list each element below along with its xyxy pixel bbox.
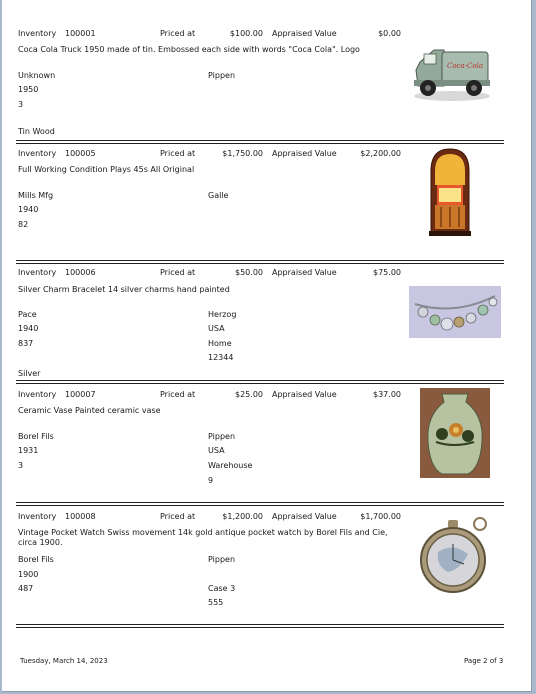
year: 1931 (18, 446, 39, 455)
item-count: 3 (18, 100, 24, 109)
country: USA (208, 324, 225, 333)
inventory-label: Inventory (18, 29, 57, 38)
appraised-label: Appraised Value (272, 390, 337, 399)
inventory-number: 100007 (65, 390, 96, 399)
location: Home (208, 339, 232, 348)
appraised-value: $0.00 (378, 29, 401, 38)
maker: Borel Fils (18, 555, 54, 564)
country: USA (208, 446, 225, 455)
coca-cola-truck-photo (410, 40, 492, 102)
jukebox-photo (427, 145, 473, 237)
appraised-label: Appraised Value (272, 512, 337, 521)
appraised-label: Appraised Value (272, 149, 337, 158)
appraised-label: Appraised Value (272, 268, 337, 277)
appraised-label: Appraised Value (272, 29, 337, 38)
item-count: 82 (18, 220, 29, 229)
item-count: 3 (18, 461, 24, 470)
record-divider (16, 624, 504, 628)
appraised-value: $1,700.00 (360, 512, 401, 521)
material: Silver (18, 369, 41, 378)
inventory-number: 100006 (65, 268, 96, 277)
record-divider (16, 140, 504, 144)
item-description: Silver Charm Bracelet 14 silver charms hand painted (18, 285, 230, 294)
year: 1900 (18, 570, 39, 579)
price-value: $1,200.00 (222, 512, 263, 521)
owner: Galle (208, 191, 229, 200)
item-description: Coca Cola Truck 1950 made of tin. Embossed each side with words "Coca Cola". Logo (18, 45, 360, 54)
inventory-number: 100005 (65, 149, 96, 158)
owner: Herzog (208, 310, 237, 319)
item-count: 837 (18, 339, 34, 348)
price-value: $1,750.00 (222, 149, 263, 158)
year: 1950 (18, 85, 39, 94)
pocket-watch-photo (408, 514, 498, 594)
owner: Pippen (208, 555, 236, 564)
report-date: Tuesday, March 14, 2023 (20, 657, 108, 665)
inventory-label: Inventory (18, 268, 57, 277)
ceramic-vase-photo (420, 388, 490, 478)
year: 1940 (18, 324, 39, 333)
inventory-number: 100008 (65, 512, 96, 521)
maker: Mills Mfg (18, 191, 54, 200)
location-code: 555 (208, 598, 224, 607)
maker: Borel Fils (18, 432, 54, 441)
priced-label: Priced at (160, 268, 196, 277)
year: 1940 (18, 205, 39, 214)
inventory-label: Inventory (18, 390, 57, 399)
svg-text:Coca-Cola: Coca-Cola (446, 62, 484, 70)
item-description: Vintage Pocket Watch Swiss movement 14k gold antique pocket watch by Borel Fils and Cie, circa 1900. (18, 528, 388, 547)
priced-label: Priced at (160, 390, 196, 399)
owner: Pippen (208, 432, 236, 441)
record-divider (16, 260, 504, 264)
priced-label: Priced at (160, 29, 196, 38)
inventory-label: Inventory (18, 149, 57, 158)
appraised-value: $75.00 (373, 268, 401, 277)
inventory-number: 100001 (65, 29, 96, 38)
priced-label: Priced at (160, 149, 196, 158)
item-description: Full Working Condition Plays 45s All Original (18, 165, 195, 174)
item-count: 487 (18, 584, 34, 593)
maker: Unknown (18, 71, 56, 80)
location-code: 12344 (208, 353, 234, 362)
material: Tin Wood (18, 127, 55, 136)
page-number: Page 2 of 3 (464, 657, 504, 665)
maker: Pace (18, 310, 37, 319)
location: Case 3 (208, 584, 236, 593)
owner: Pippen (208, 71, 236, 80)
price-value: $50.00 (235, 268, 263, 277)
appraised-value: $2,200.00 (360, 149, 401, 158)
record-divider (16, 502, 504, 506)
location-code: 9 (208, 476, 214, 485)
inventory-label: Inventory (18, 512, 57, 521)
record-divider (16, 380, 504, 384)
report-page (2, 0, 532, 692)
appraised-value: $37.00 (373, 390, 401, 399)
price-value: $25.00 (235, 390, 263, 399)
item-description: Ceramic Vase Painted ceramic vase (18, 406, 161, 415)
priced-label: Priced at (160, 512, 196, 521)
price-value: $100.00 (229, 29, 263, 38)
location: Warehouse (208, 461, 253, 470)
charm-bracelet-photo (409, 286, 501, 338)
